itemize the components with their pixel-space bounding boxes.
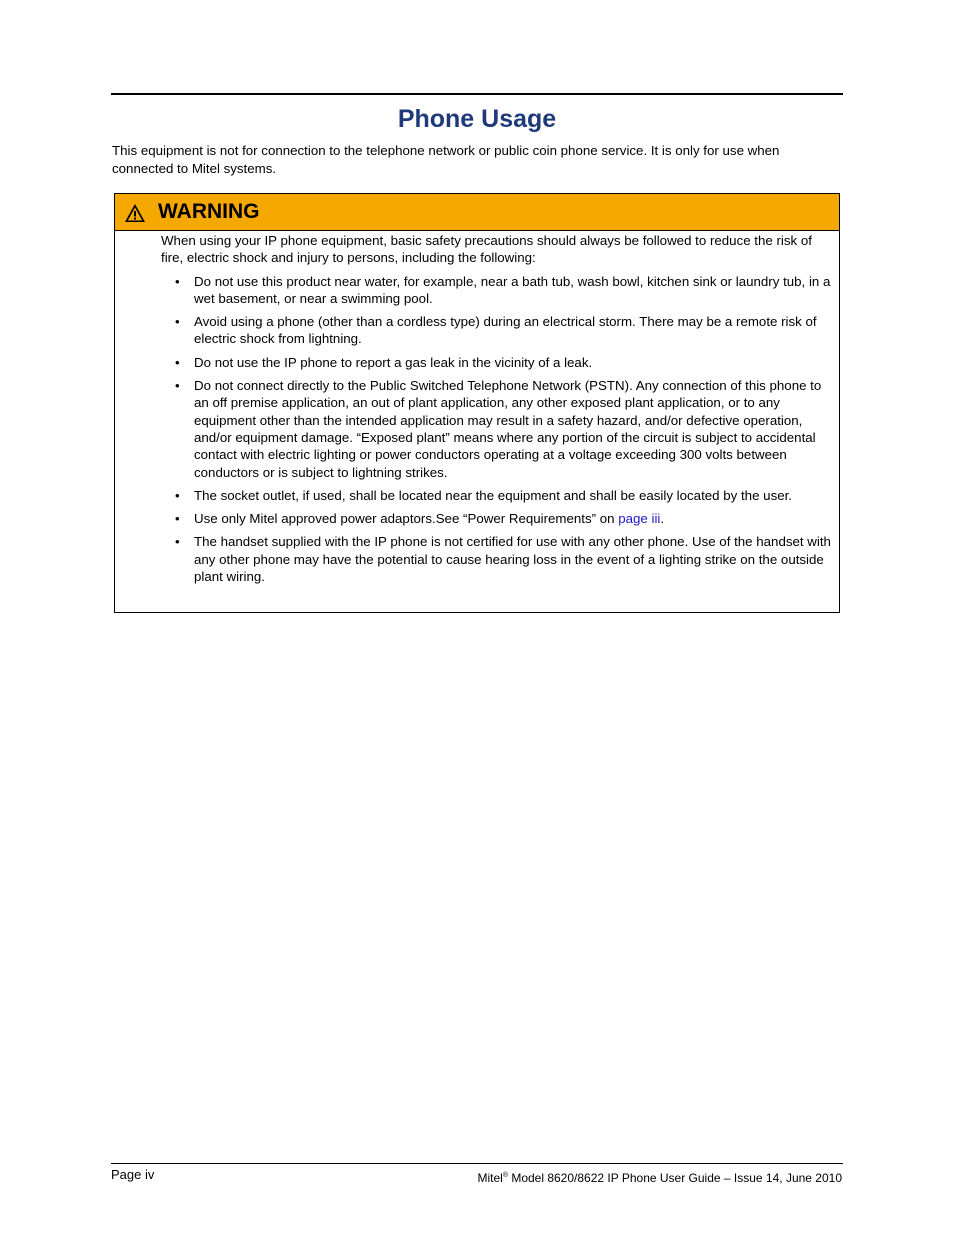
bullet-water (161, 273, 837, 308)
bullet-storm (161, 313, 837, 348)
footer-doc-title: Model 8620/8622 IP Phone User Guide – Issue 14, June 2010 (507, 1171, 842, 1185)
warning-bullet-list (161, 273, 837, 586)
bullet-text: Do not connect directly to the Public Switched Telephone Network (PSTN). Any connection of this phone to an off premise application, an out of plant application, any other exposed plant application, or to any equipment other than the intended application may result in a safety hazard, and/or defective operation, and/or equipment damage. “Exposed plant” means where any portion of the circuit is subject to accidental contact with electric lighting or power conductors operating at a voltage exceeding 300 volts between conductors or is subject to lightning strikes. (194, 378, 822, 480)
top-rule (111, 93, 843, 95)
bullet-icon: • (175, 487, 180, 503)
footer-rule (111, 1163, 843, 1164)
bullet-icon: • (175, 534, 180, 550)
bullet-power-adaptors (161, 510, 837, 527)
bullet-icon: • (175, 314, 180, 330)
bullet-handset (161, 533, 837, 585)
warning-label: WARNING (158, 200, 260, 223)
warning-header (115, 194, 839, 231)
page-iii-link[interactable]: page iii (618, 511, 661, 527)
footer-brand: Mitel (477, 1171, 503, 1185)
bullet-text: Do not use the IP phone to report a gas leak in the vicinity of a leak. (194, 354, 593, 370)
warning-box (114, 193, 840, 613)
bullet-icon: • (175, 378, 180, 394)
bullet-text: The handset supplied with the IP phone is not certified for use with any other phone. Use of the handset with any other phone may have the potential to cause hearing loss in the event of a lighting strike on the outside plant wiring. (194, 534, 831, 585)
registered-mark: ® (502, 1172, 508, 1179)
bullet-text: Do not use this product near water, for example, near a bath tub, wash bowl, kitchen sink or laundry tub, in a wet basement, or near a swimming pool. (194, 273, 831, 306)
warning-intro: When using your IP phone equipment, basic safety precautions should always be followed to reduce the risk of fire, electric shock and injury to persons, including the following: (161, 233, 812, 266)
intro-paragraph: This equipment is not for connection to the telephone network or public coin phone service. It is only for use when connected to Mitel systems. (112, 143, 780, 176)
bullet-pstn (161, 377, 837, 481)
warning-body (161, 232, 837, 591)
footer-doc-info (477, 1168, 842, 1186)
bullet-text: Use only Mitel approved power adaptors.See “Power Requirements” on (194, 511, 619, 527)
bullet-icon: • (175, 511, 180, 527)
bullet-socket-outlet (161, 487, 837, 504)
page-title: Phone Usage (397, 105, 557, 133)
warning-triangle-icon (124, 203, 146, 223)
bullet-suffix: . (660, 511, 665, 527)
bullet-icon: • (175, 354, 180, 370)
footer-page-number: Page iv (111, 1167, 155, 1182)
bullet-text: The socket outlet, if used, shall be located near the equipment and shall be easily located by the user. (194, 487, 792, 503)
bullet-gas-leak (161, 354, 837, 371)
bullet-text: Avoid using a phone (other than a cordless type) during an electrical storm. There may be a remote risk of electric shock from lightning. (194, 314, 817, 347)
bullet-icon: • (175, 273, 180, 289)
